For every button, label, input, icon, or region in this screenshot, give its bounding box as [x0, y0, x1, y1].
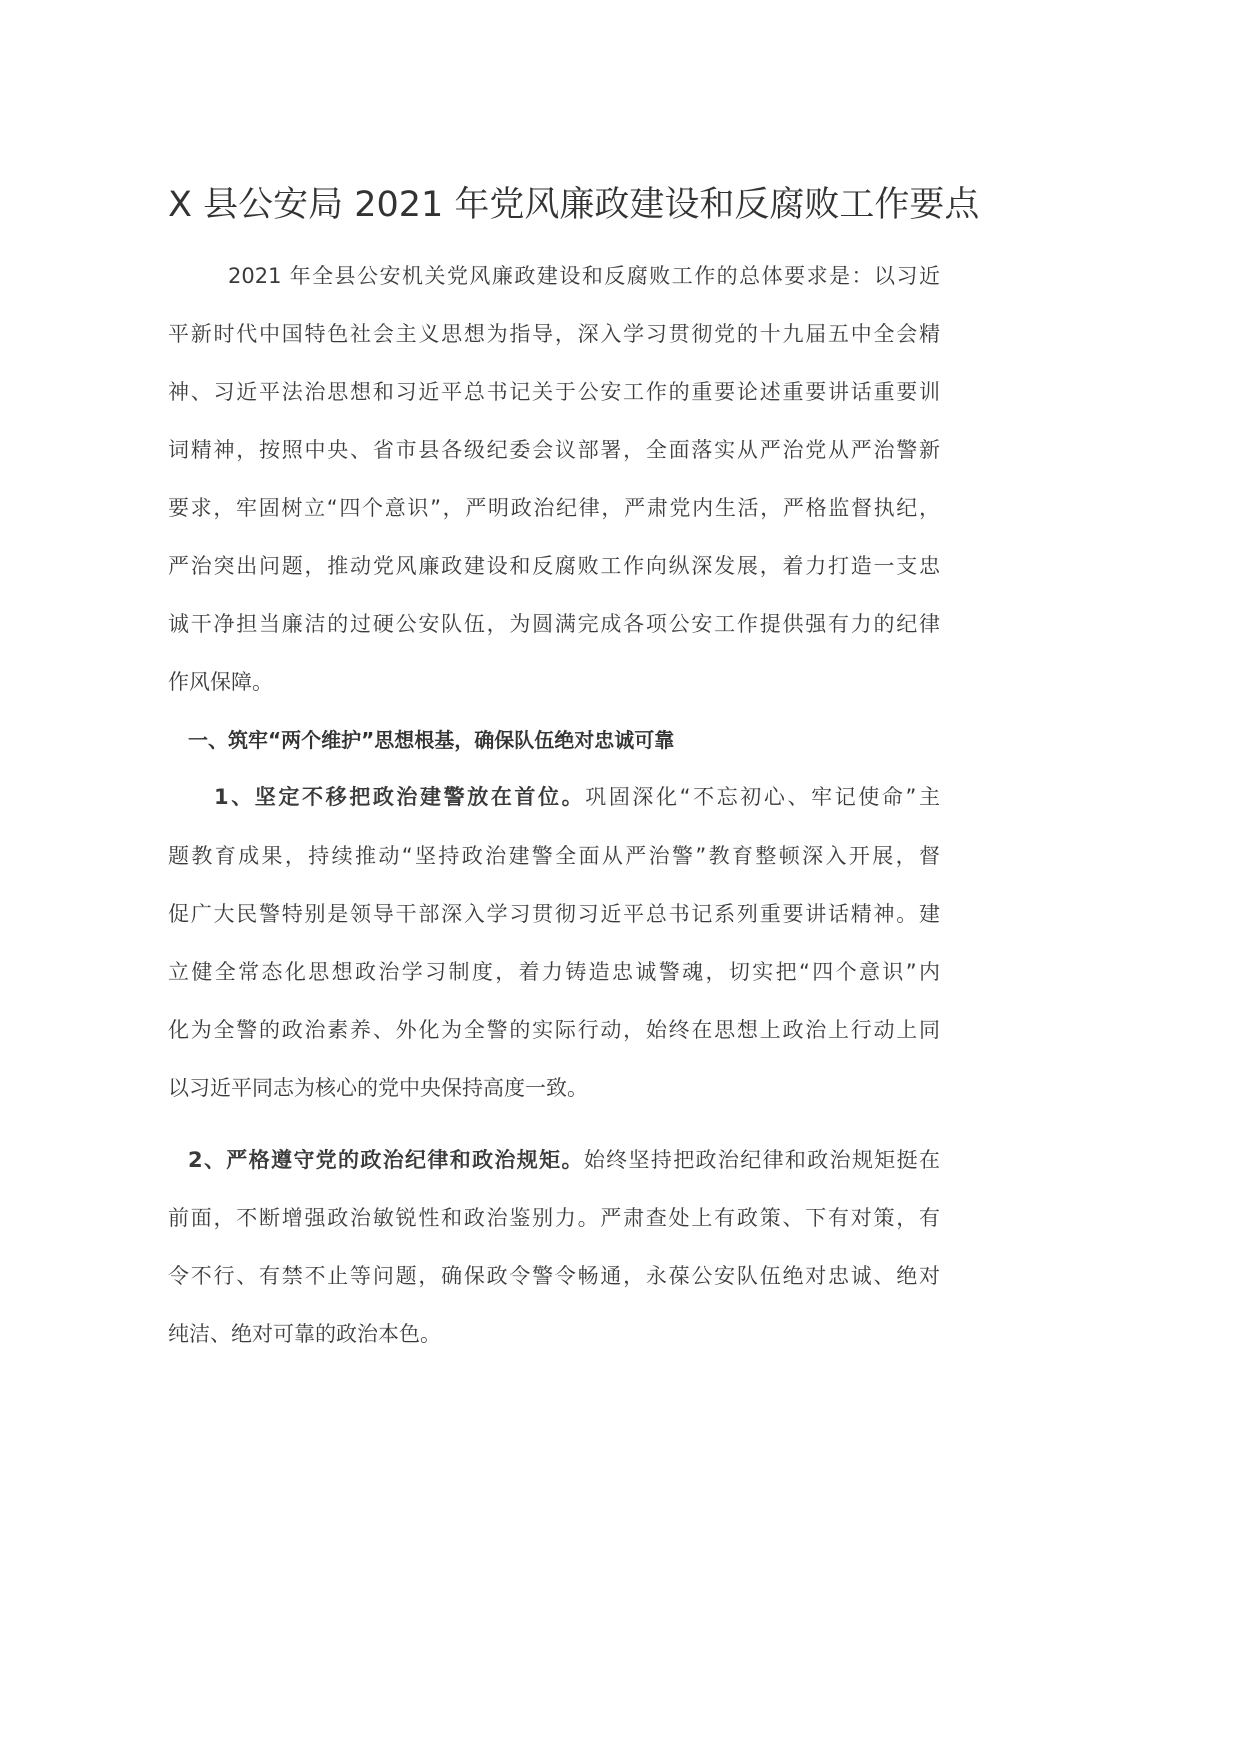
item-2-text: 始终坚持把政治纪律和政治规矩挺在: [583, 1148, 940, 1172]
text-line: 前面，不断增强政治敏锐性和政治鉴别力。严肃查处上有政策、下有对策，有: [168, 1206, 940, 1230]
item-1-text: 巩固深化“不忘初心、牢记使命”主: [585, 785, 940, 809]
text-line: 促广大民警特别是领导干部深入学习贯彻习近平总书记系列重要讲话精神。建: [168, 902, 940, 926]
text-line: [188, 1140, 940, 1180]
text-line: 诚干净担当廉洁的过硬公安队伍，为圆满完成各项公安工作提供强有力的纪律: [168, 612, 940, 636]
document-title: X 县公安局 2021 年党风廉政建设和反腐败工作要点: [168, 185, 980, 225]
text-line: 平新时代中国特色社会主义思想为指导，深入学习贯彻党的十九届五中全会精: [168, 322, 940, 346]
item-2-heading: 2、严格遵守党的政治纪律和政治规矩。: [188, 1148, 584, 1172]
text-line: 神、习近平法治思想和习近平总书记关于公安工作的重要论述重要讲话重要训: [168, 380, 940, 404]
text-line: 作风保障。: [168, 670, 273, 694]
text-line: 严治突出问题，推动党风廉政建设和反腐败工作向纵深发展，着力打造一支忠: [168, 554, 940, 578]
text-line: 要求，牢固树立“四个意识”，严明政治纪律，严肃党内生活，严格监督执纪，: [168, 496, 940, 520]
text-line: [214, 777, 940, 817]
section-heading: 一、筑牢“两个维护”思想根基，确保队伍绝对忠诚可靠: [188, 728, 675, 752]
text-line: 2021 年全县公安机关党风廉政建设和反腐败工作的总体要求是：以习近: [228, 264, 940, 288]
item-1-heading: 1、坚定不移把政治建警放在首位。: [214, 785, 586, 809]
text-line: 以习近平同志为核心的党中央保持高度一致。: [168, 1076, 588, 1100]
text-line: 词精神，按照中央、省市县各级纪委会议部署，全面落实从严治党从严治警新: [168, 438, 940, 462]
text-line: 立健全常态化思想政治学习制度，着力铸造忠诚警魂，切实把“四个意识”内: [168, 960, 940, 984]
text-line: 题教育成果，持续推动“坚持政治建警全面从严治警”教育整顿深入开展，督: [168, 844, 940, 868]
text-line: 令不行、有禁不止等问题，确保政令警令畅通，永葆公安队伍绝对忠诚、绝对: [168, 1264, 940, 1288]
text-line: 纯洁、绝对可靠的政治本色。: [168, 1322, 441, 1346]
text-line: 化为全警的政治素养、外化为全警的实际行动，始终在思想上政治上行动上同: [168, 1018, 940, 1042]
